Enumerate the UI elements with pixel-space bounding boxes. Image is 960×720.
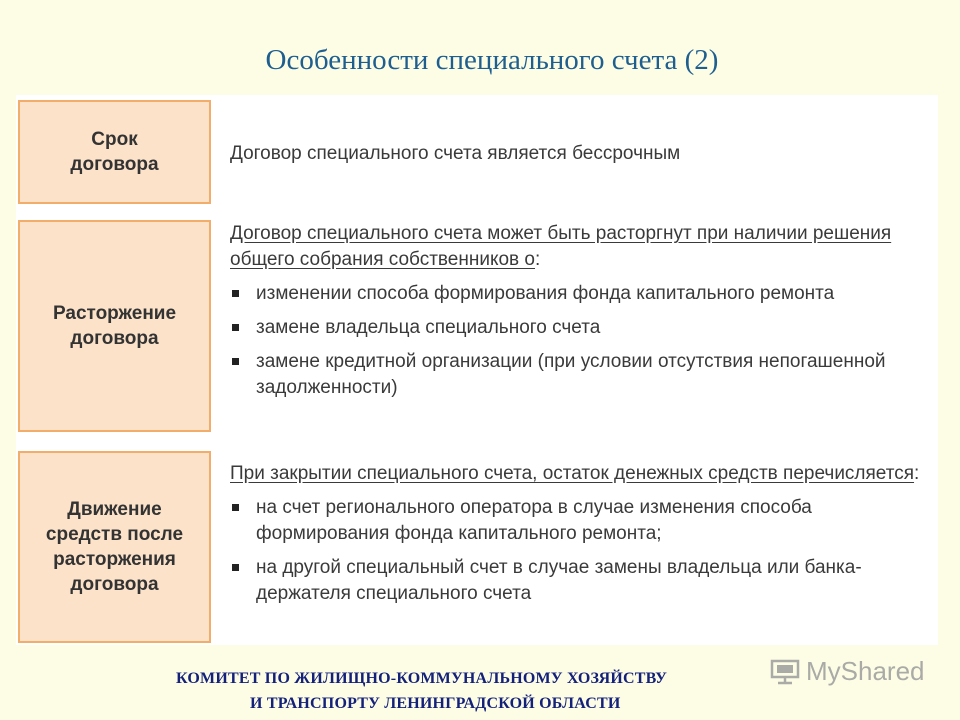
footer-line-2: И ТРАНСПОРТУ ЛЕНИНГРАДСКОЙ ОБЛАСТИ	[250, 695, 621, 712]
list-item-text: на другой специальный счет в случае замены владельца или банка-держателя специального счета	[256, 557, 862, 604]
funds-lead-colon: :	[914, 463, 920, 484]
watermark-text: MyShared	[806, 656, 925, 686]
funds-list	[230, 495, 920, 607]
bullet-icon	[232, 290, 239, 297]
list-item	[230, 495, 920, 547]
list-item-text: на счет регионального оператора в случае изменения способа формирования фонда капитального ремонта;	[256, 497, 812, 544]
row-content-funds-movement	[230, 461, 920, 607]
funds-lead	[230, 461, 920, 487]
list-item-text: изменении способа формирования фонда капитального ремонта	[256, 283, 835, 304]
bullet-icon	[232, 564, 239, 571]
row-content-termination	[230, 221, 920, 401]
row-label-funds-movement: Движение средств после расторжения договора	[18, 451, 211, 643]
list-item	[230, 349, 920, 401]
bullet-icon	[232, 504, 239, 511]
list-item-text: замене кредитной организации (при условии отсутствия непогашенной задолженности)	[256, 351, 886, 398]
row-content-term	[230, 141, 920, 167]
list-item	[230, 315, 920, 341]
termination-lead-colon: :	[535, 249, 541, 270]
watermark	[770, 656, 925, 687]
presentation-icon	[770, 659, 800, 685]
termination-lead-text: Договор специального счета может быть расторгнут при наличии решения общего собрания собственников о	[230, 223, 892, 270]
termination-list	[230, 281, 920, 401]
slide-title: Особенности специального счета (2)	[265, 44, 719, 76]
footer-line-1: КОМИТЕТ ПО ЖИЛИЩНО-КОММУНАЛЬНОМУ ХОЗЯЙСТВУ	[176, 670, 668, 687]
list-item-text: замене владельца специального счета	[256, 317, 601, 338]
row-label-term: Срок договора	[18, 100, 211, 204]
list-item	[230, 555, 920, 607]
list-item	[230, 281, 920, 307]
bullet-icon	[232, 358, 239, 365]
funds-lead-text: При закрытии специального счета, остаток денежных средств перечисляется	[230, 463, 915, 484]
termination-lead	[230, 221, 920, 273]
term-statement: Договор специального счета является бессрочным	[230, 143, 681, 164]
row-label-termination: Расторжение договора	[18, 220, 211, 432]
bullet-icon	[232, 324, 239, 331]
